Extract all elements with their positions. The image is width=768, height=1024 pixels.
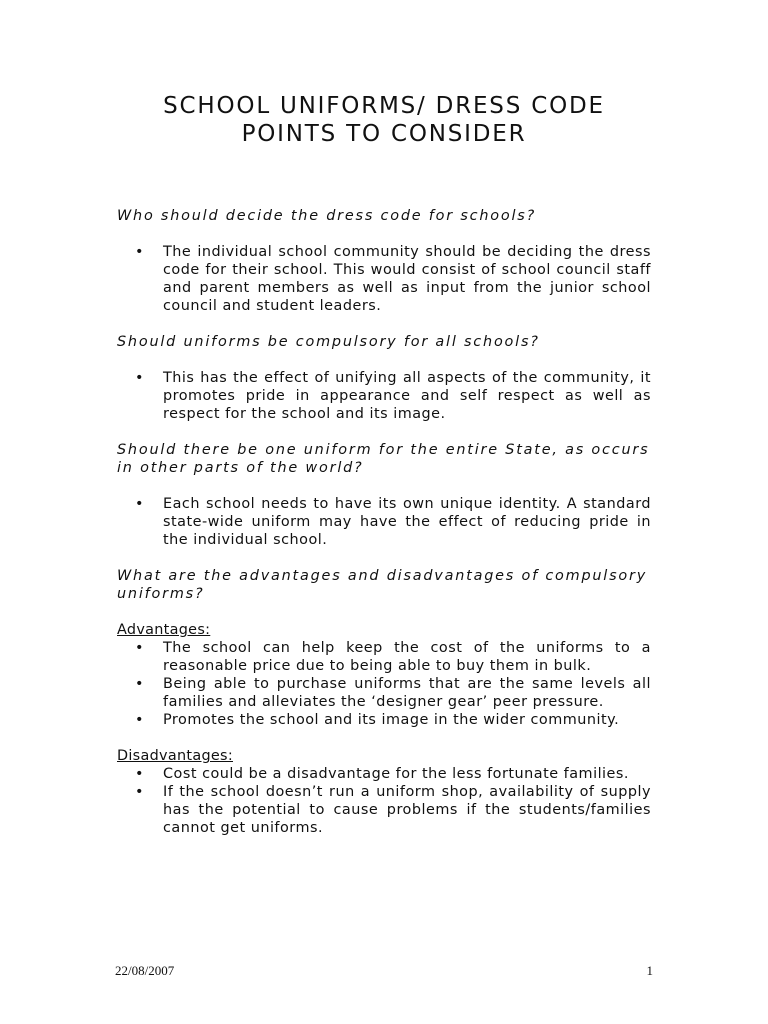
bullet-list-2 <box>117 369 651 423</box>
title-line-1: SCHOOL UNIFORMS/ DRESS CODE <box>163 93 605 119</box>
document-body <box>117 207 651 837</box>
list-item: • If the school doesn’t run a uniform shop, availability of supply has the potential to cause problems if the students/families cannot get uniforms. <box>117 783 651 837</box>
advantages-list <box>117 639 651 729</box>
question-1: Who should decide the dress code for schools? <box>117 208 537 224</box>
title-line-2: POINTS TO CONSIDER <box>241 121 527 147</box>
list-item: • Promotes the school and its image in the wider community. <box>117 711 651 729</box>
bullet-list-1 <box>117 243 651 315</box>
question-3: Should there be one uniform for the entire State, as occurs in other parts of the world? <box>117 442 650 476</box>
list-item: • Each school needs to have its own unique identity. A standard state-wide uniform may have the effect of reducing pride in the individual school. <box>117 495 651 549</box>
list-item: • The individual school community should be deciding the dress code for their school. This would consist of school council staff and parent members as well as input from the junior school council and student leaders. <box>117 243 651 315</box>
list-item: • Being able to purchase uniforms that are the same levels all families and alleviates the ‘designer gear’ peer pressure. <box>117 675 651 711</box>
question-4: What are the advantages and disadvantages of compulsory uniforms? <box>117 568 648 602</box>
disadvantages-list <box>117 765 651 837</box>
disadvantages-heading: Disadvantages: <box>117 748 233 764</box>
footer-date: 22/08/2007 <box>115 963 175 978</box>
advantages-heading: Advantages: <box>117 622 211 638</box>
list-item: • This has the effect of unifying all aspects of the community, it promotes pride in appearance and self respect as well as respect for the school and its image. <box>117 369 651 423</box>
question-2: Should uniforms be compulsory for all schools? <box>117 334 540 350</box>
list-item: • The school can help keep the cost of the uniforms to a reasonable price due to being able to buy them in bulk. <box>117 639 651 675</box>
bullet-list-3 <box>117 495 651 549</box>
page-number: 1 <box>646 963 653 978</box>
list-item: • Cost could be a disadvantage for the less fortunate families. <box>117 765 651 783</box>
